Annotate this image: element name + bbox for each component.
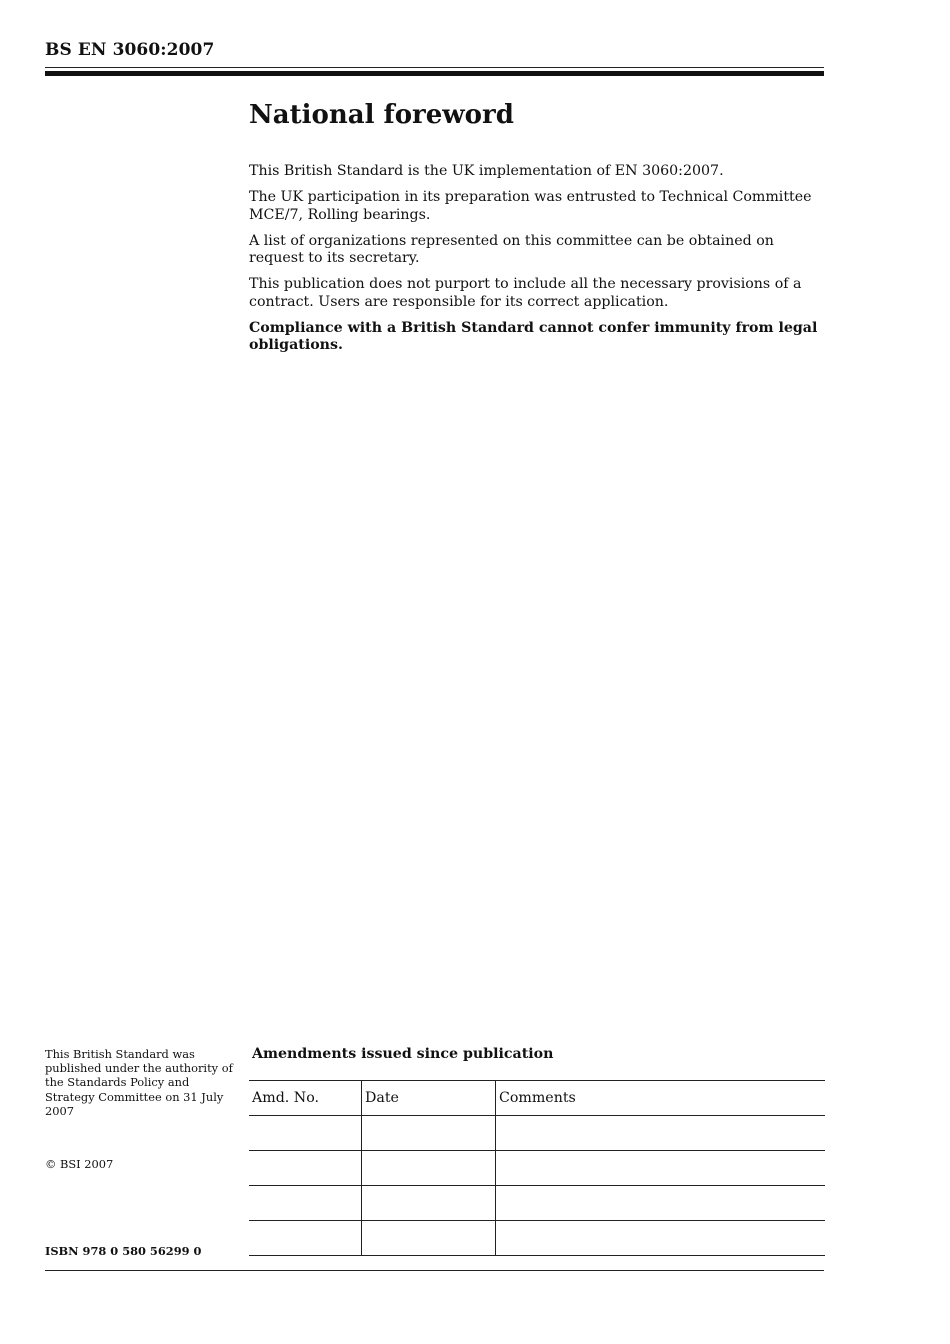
table-cell <box>496 1151 826 1186</box>
table-cell <box>496 1221 826 1256</box>
table-row <box>249 1221 825 1256</box>
table-header-row <box>249 1081 825 1116</box>
foreword-paragraph: The UK participation in its preparation was entrusted to Technical Committee MCE/7, Rolling bearings. <box>249 189 812 223</box>
table-row <box>249 1116 825 1151</box>
publication-note: This British Standard was published under the authority of the Standards Policy and Strategy Committee on 31 July 2007 <box>45 1047 233 1118</box>
table-cell <box>249 1151 362 1186</box>
isbn: ISBN 978 0 580 56299 0 <box>45 1244 202 1258</box>
header-thick-rule <box>45 71 824 76</box>
amendments-title: Amendments issued since publication <box>252 1046 554 1062</box>
foreword-body <box>249 163 827 363</box>
table-cell <box>249 1221 362 1256</box>
table-cell <box>362 1116 496 1151</box>
foreword-paragraph: This British Standard is the UK implementation of EN 3060:2007. <box>249 163 724 179</box>
table-cell <box>496 1116 826 1151</box>
document-code: BS EN 3060:2007 <box>45 40 215 60</box>
column-header-amd-no: Amd. No. <box>249 1081 362 1116</box>
page-title: National foreword <box>249 100 514 130</box>
compliance-note: Compliance with a British Standard cannot confer immunity from legal obligations. <box>249 319 818 353</box>
column-header-comments: Comments <box>496 1081 826 1116</box>
table-cell <box>249 1116 362 1151</box>
amendments-table <box>249 1080 825 1256</box>
table-cell <box>496 1186 826 1221</box>
table-row <box>249 1186 825 1221</box>
foreword-paragraph: This publication does not purport to include all the necessary provisions of a contract. Users are responsible for its correct application. <box>249 276 802 310</box>
table-cell <box>362 1221 496 1256</box>
table-cell <box>249 1186 362 1221</box>
foreword-paragraph: A list of organizations represented on this committee can be obtained on request to its secretary. <box>249 232 774 266</box>
table-cell <box>362 1151 496 1186</box>
table-cell <box>362 1186 496 1221</box>
table-row <box>249 1151 825 1186</box>
footer-rule <box>45 1270 824 1271</box>
column-header-date: Date <box>362 1081 496 1116</box>
copyright-notice: © BSI 2007 <box>45 1157 114 1171</box>
header-thin-rule <box>45 67 824 68</box>
